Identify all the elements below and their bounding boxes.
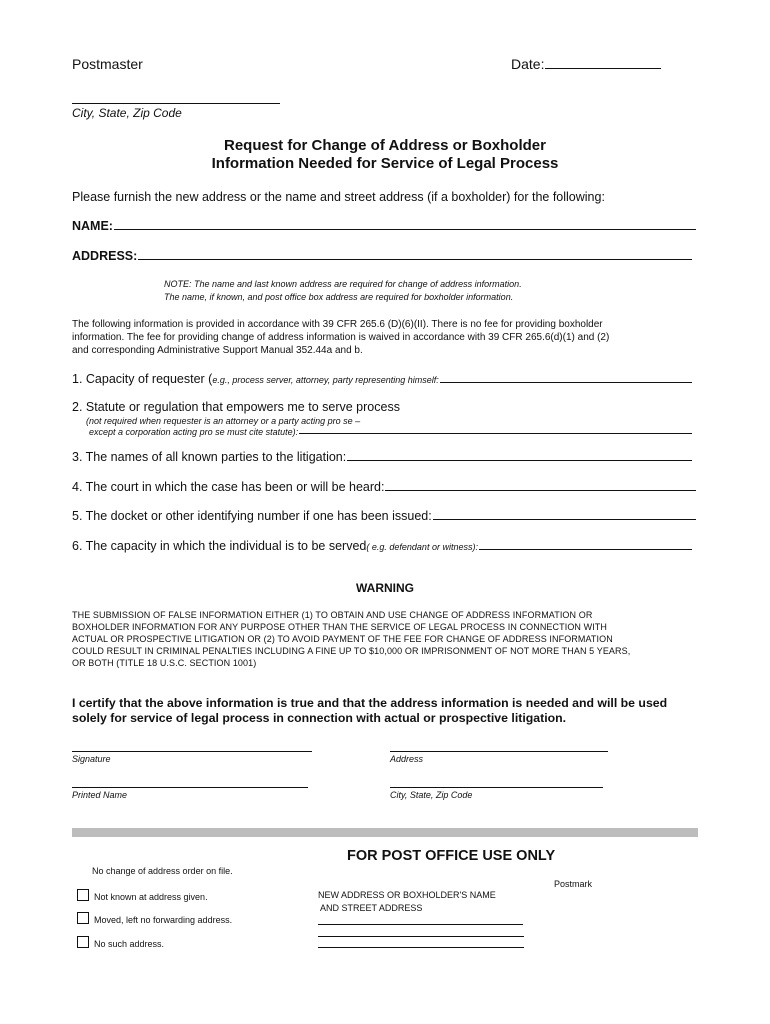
warning-line4: COULD RESULT IN CRIMINAL PENALTIES INCLUDING A FINE UP TO $10,000 OR IMPRISONMENT OF NOT MORE THAN 5 YEARS,: [72, 646, 631, 656]
cfr-line2: information. The fee for providing change of address information is waived in accordance with 39 CFR 265.6(d)(1) and (2): [72, 332, 610, 343]
po-option-moved[interactable]: [77, 912, 232, 925]
warning-line1: THE SUBMISSION OF FALSE INFORMATION EITHER (1) TO OBTAIN AND USE CHANGE OF ADDRESS INFORMATION OR: [72, 610, 593, 620]
po-option3-label: No such address.: [94, 939, 165, 949]
certify-line2: solely for service of legal process in connection with actual or prospective litigation.: [72, 711, 567, 725]
cfr-line3: and corresponding Administrative Support Manual 352.44a and b.: [72, 345, 363, 356]
item6-hint: ( e.g. defendant or witness):: [366, 542, 478, 552]
name-label: NAME:: [72, 219, 113, 233]
address-field[interactable]: [72, 249, 692, 263]
warning-title: WARNING: [356, 581, 414, 595]
item2-hint2: except a corporation acting pro se must cite statute):: [89, 427, 299, 437]
item1-hint: e.g., process server, attorney, party representing himself:: [212, 375, 439, 385]
address-label: ADDRESS:: [72, 249, 138, 263]
date-label: Date:: [511, 56, 545, 72]
item-known-parties[interactable]: [72, 450, 692, 464]
po-option1-label: Not known at address given.: [94, 892, 208, 902]
sig-city-label: City, State, Zip Code: [390, 790, 473, 800]
item3-line: [347, 460, 692, 461]
po-option-no-such[interactable]: [77, 936, 164, 949]
po-option-not-known[interactable]: [77, 889, 208, 902]
printed-name-label: Printed Name: [72, 790, 128, 800]
checkbox-icon[interactable]: [77, 912, 89, 924]
sig-address-label: Address: [390, 754, 424, 764]
item6-line: [479, 549, 692, 550]
item1-line: [440, 382, 692, 383]
po-new-address-line1: NEW ADDRESS OR BOXHOLDER'S NAME: [318, 890, 496, 900]
item-court[interactable]: [72, 480, 696, 494]
checkbox-icon[interactable]: [77, 936, 89, 948]
po-title: FOR POST OFFICE USE ONLY: [347, 848, 556, 864]
item2-label: 2. Statute or regulation that empowers me to serve process: [72, 400, 400, 414]
po-address-line1[interactable]: [318, 924, 523, 925]
signature-line[interactable]: [72, 751, 312, 752]
po-postmark: Postmark: [554, 879, 593, 889]
item3-label: 3. The names of all known parties to the litigation:: [72, 450, 347, 464]
warning-line5: OR BOTH (TITLE 18 U.S.C. SECTION 1001): [72, 658, 257, 668]
item-statute[interactable]: [89, 427, 692, 437]
item2-hint1: (not required when requester is an attorney or a party acting pro se –: [86, 416, 361, 426]
certify-line1: I certify that the above information is true and that the address information is needed and will be used: [72, 696, 668, 710]
item4-line: [385, 490, 696, 491]
item5-line: [433, 519, 696, 520]
po-address-line3[interactable]: [318, 947, 524, 948]
warning-line2: BOXHOLDER INFORMATION FOR ANY PURPOSE OTHER THAN THE SERVICE OF LEGAL PROCESS IN CONNECTION WITH: [72, 622, 608, 632]
item-capacity-served[interactable]: [72, 539, 692, 553]
sig-city-line[interactable]: [390, 787, 603, 788]
note-line1: NOTE: The name and last known address are required for change of address information.: [164, 279, 522, 289]
item5-label: 5. The docket or other identifying number if one has been issued:: [72, 509, 432, 523]
item1-label: 1. Capacity of requester (: [72, 372, 213, 386]
item2-line: [299, 433, 692, 434]
item-capacity-requester[interactable]: [72, 372, 692, 386]
po-option2-label: Moved, left no forwarding address.: [94, 915, 233, 925]
sig-address-line[interactable]: [390, 751, 608, 752]
checkbox-icon[interactable]: [77, 889, 89, 901]
date-field[interactable]: [511, 56, 661, 72]
form-title-line2: Information Needed for Service of Legal Process: [211, 155, 559, 172]
signature-label: Signature: [72, 754, 111, 764]
form-title-line1: Request for Change of Address or Boxholder: [224, 137, 546, 154]
po-no-change: No change of address order on file.: [92, 866, 233, 876]
intro-text: Please furnish the new address or the name and street address (if a boxholder) for the following:: [72, 190, 605, 204]
cfr-line1: The following information is provided in accordance with 39 CFR 265.6 (D)(6)(II). There is no fee for providing boxholder: [72, 319, 603, 330]
address-line: [138, 259, 692, 260]
po-address-line2[interactable]: [318, 936, 524, 937]
item4-label: 4. The court in which the case has been or will be heard:: [72, 480, 385, 494]
date-line: [545, 68, 661, 69]
printed-name-line[interactable]: [72, 787, 308, 788]
name-field[interactable]: [72, 219, 696, 233]
item6-label: 6. The capacity in which the individual is to be served: [72, 539, 367, 553]
city-state-zip-line[interactable]: [72, 103, 280, 104]
po-new-address-line2: AND STREET ADDRESS: [320, 903, 423, 913]
postmaster-label: Postmaster: [72, 56, 143, 72]
warning-line3: ACTUAL OR PROSPECTIVE LITIGATION OR (2) TO AVOID PAYMENT OF THE FEE FOR CHANGE OF ADDRESS INFORMATION: [72, 634, 613, 644]
note-line2: The name, if known, and post office box address are required for boxholder information.: [164, 292, 514, 302]
item-docket[interactable]: [72, 509, 696, 523]
name-line: [114, 229, 696, 230]
city-state-zip-label: City, State, Zip Code: [72, 106, 182, 120]
divider-bar: [72, 828, 698, 837]
